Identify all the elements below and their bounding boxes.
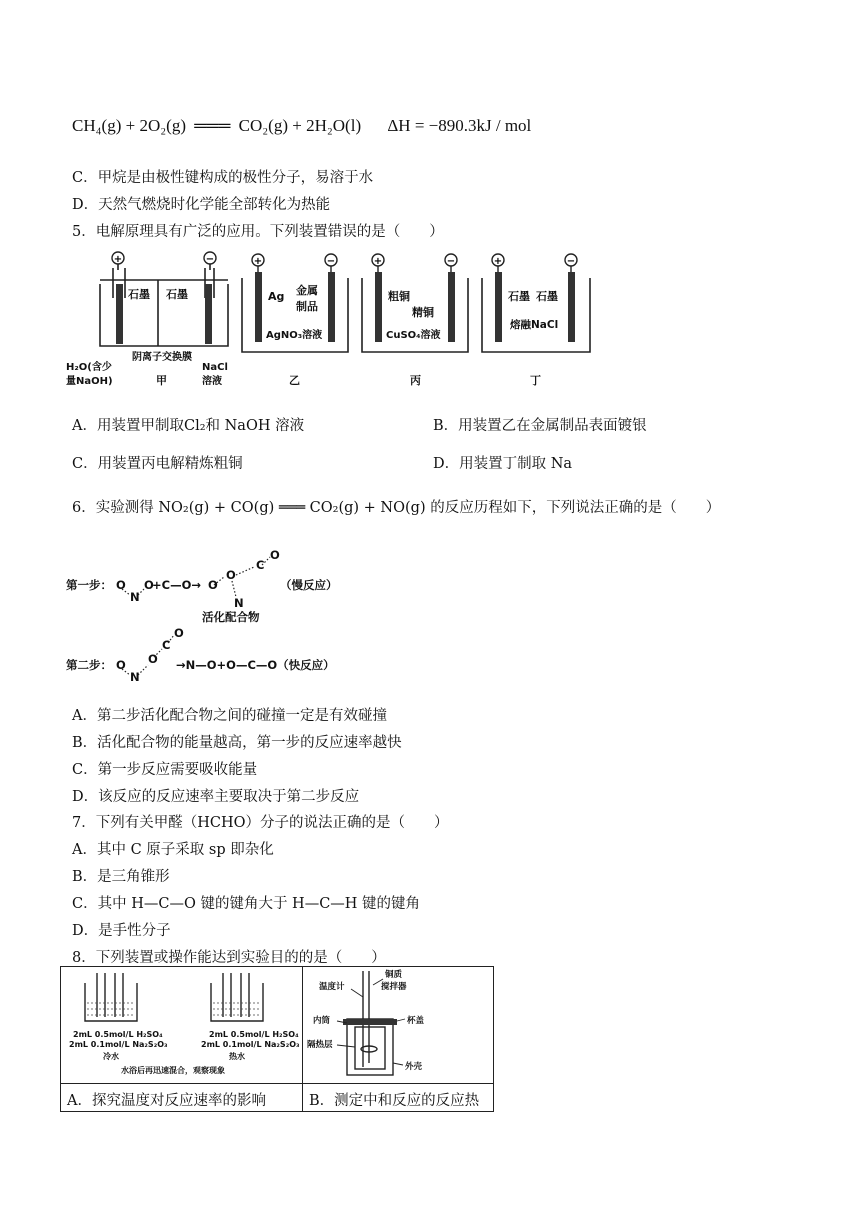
step1-label: 第一步： — [66, 578, 112, 592]
step2-product: →N—O+O—C—O（快反应） — [176, 658, 335, 672]
step2-top-o: O — [174, 626, 184, 640]
bing-electrode-pure: 精铜 — [412, 306, 434, 319]
q6-option-c: C．第一步反应需要吸收能量 — [72, 762, 258, 778]
jia-name: 甲 — [156, 374, 167, 387]
b-lid-label: 杯盖 — [407, 1016, 425, 1026]
reaction-mechanism-figure — [64, 545, 384, 687]
yi-solution: AgNO₃溶液 — [266, 330, 323, 341]
yi-name: 乙 — [289, 374, 300, 387]
yi-electrode-metal-2: 制品 — [296, 300, 318, 313]
temperature-rate-apparatus — [61, 967, 302, 1083]
q6-option-a: A．第二步活化配合物之间的碰撞一定是有效碰撞 — [72, 708, 387, 724]
jia-membrane-label: 阴离子交换膜 — [132, 352, 192, 363]
step1-o2: O — [144, 578, 154, 592]
q6-option-d: D．该反应的反应速率主要取决于第二步反应 — [72, 789, 360, 805]
equation-arrow: ═══ — [194, 116, 231, 135]
q7-stem: 7．下列有关甲醛（HCHO）分子的说法正确的是（ ） — [72, 815, 449, 831]
b-stirrer-label-2: 搅拌器 — [381, 982, 407, 992]
complex1-c: C — [256, 558, 265, 572]
q6-option-b: B．活化配合物的能量越高，第一步的反应速率越快 — [72, 735, 402, 751]
step2-o2: O — [148, 652, 158, 666]
ding-solution: 熔融NaCl — [510, 319, 559, 331]
b-stirrer-label-1: 铜质 — [385, 970, 403, 980]
q8-options-table — [60, 966, 494, 1112]
a-right-reagent-1: 2mL 0.5mol/L H₂SO₄ — [209, 1030, 299, 1039]
q7-option-c: C．其中 H—C—O 键的键角大于 H—C—H 键的键角 — [72, 896, 421, 912]
q5-option-d: D．用装置丁制取 Na — [433, 456, 573, 472]
ding-minus: − — [566, 256, 576, 267]
bing-name: 丙 — [410, 374, 421, 387]
yi-minus: − — [326, 256, 336, 267]
a-left-reagent-1: 2mL 0.5mol/L H₂SO₄ — [73, 1030, 163, 1039]
thermochemical-equation — [72, 116, 531, 136]
activated-complex-label: 活化配合物 — [202, 610, 260, 624]
jia-left-solution-1: H₂O(含少 — [66, 362, 112, 373]
b-shell-label: 外壳 — [405, 1062, 423, 1072]
b-thermometer-label: 温度计 — [319, 982, 345, 992]
a-left-bath: 冷水 — [103, 1052, 119, 1061]
ding-electrode-2: 石墨 — [536, 290, 558, 303]
b-inner-label: 内筒 — [313, 1016, 331, 1026]
q6-stem: 6．实验测得 NO₂(g) + CO(g) ═══ CO₂(g) + NO(g) 的反应历程如下，下列说法正确的是（ ） — [72, 500, 721, 516]
q5-option-a: A．用装置甲制取Cl₂和 NaOH 溶液 — [72, 418, 305, 434]
step2-label: 第二步： — [66, 658, 112, 672]
q4-option-d: D．天然气燃烧时化学能全部转化为热能 — [72, 197, 331, 213]
q7-option-a: A．其中 C 原子采取 sp 即杂化 — [72, 842, 274, 858]
equation-dh: ΔH = −890.3kJ / mol — [387, 116, 532, 135]
complex1-n: N — [234, 596, 244, 610]
complex1-o: O — [208, 578, 218, 592]
complex1-top-o: O — [270, 548, 280, 562]
a-left-reagent-2: 2mL 0.1mol/L Na₂S₂O₃ — [69, 1040, 168, 1049]
yi-electrode-metal-1: 金属 — [296, 284, 318, 297]
q5-option-c: C．用装置丙电解精炼粗铜 — [72, 456, 243, 472]
bing-solution: CuSO₄溶液 — [386, 330, 441, 341]
b-insulation-label: 隔热层 — [307, 1040, 333, 1050]
equation-rhs: CO₂(g) + 2H₂O(l) — [238, 116, 362, 135]
q8-option-a-caption: A．探究温度对反应速率的影响 — [67, 1093, 266, 1109]
q8-stem: 8．下列装置或操作能达到实验目的的是（ ） — [72, 950, 386, 966]
jia-left-solution-2: 量NaOH) — [66, 376, 113, 387]
step1-n: N — [130, 590, 140, 604]
q8-option-b-caption: B．测定中和反应的反应热 — [309, 1093, 480, 1109]
jia-cathode-label: 石墨 — [166, 288, 188, 301]
bing-electrode-crude: 粗铜 — [388, 290, 410, 303]
step2-o1: O — [116, 658, 126, 672]
yi-electrode-ag: Ag — [268, 290, 285, 303]
q5-option-b: B．用装置乙在金属制品表面镀银 — [433, 418, 647, 434]
a-right-bath: 热水 — [229, 1052, 245, 1061]
equation-lhs: CH₄(g) + 2O₂(g) — [72, 116, 186, 135]
yi-plus: + — [253, 256, 263, 267]
q7-option-b: B．是三角锥形 — [72, 869, 170, 885]
q4-option-c: C．甲烷是由极性键构成的极性分子，易溶于水 — [72, 170, 374, 186]
step1-speed: （慢反应） — [280, 578, 338, 592]
jia-right-solution-1: NaCl — [202, 362, 228, 373]
q7-option-d: D．是手性分子 — [72, 923, 171, 939]
jia-cathode-minus: − — [205, 254, 215, 265]
jia-anode-label: 石墨 — [128, 288, 150, 301]
ding-electrode-1: 石墨 — [508, 290, 530, 303]
calorimeter-apparatus — [303, 967, 493, 1083]
electrolysis-apparatus-figure — [60, 248, 605, 394]
step2-n: N — [130, 670, 140, 684]
complex1-o2: O — [226, 568, 236, 582]
step2-c: C — [162, 638, 171, 652]
bing-minus: − — [446, 256, 456, 267]
ding-plus: + — [493, 256, 503, 267]
a-right-reagent-2: 2mL 0.1mol/L Na₂S₂O₃ — [201, 1040, 300, 1049]
a-note: 水浴后再迅速混合，观察现象 — [121, 1066, 225, 1075]
step1-plus-co: +C—O→ — [152, 578, 201, 592]
q5-stem: 5．电解原理具有广泛的应用。下列装置错误的是（ ） — [72, 224, 444, 240]
step1-o1: O — [116, 578, 126, 592]
ding-name: 丁 — [530, 374, 541, 387]
bing-plus: + — [373, 256, 383, 267]
jia-right-solution-2: 溶液 — [202, 376, 222, 387]
jia-anode-plus: + — [113, 254, 123, 265]
